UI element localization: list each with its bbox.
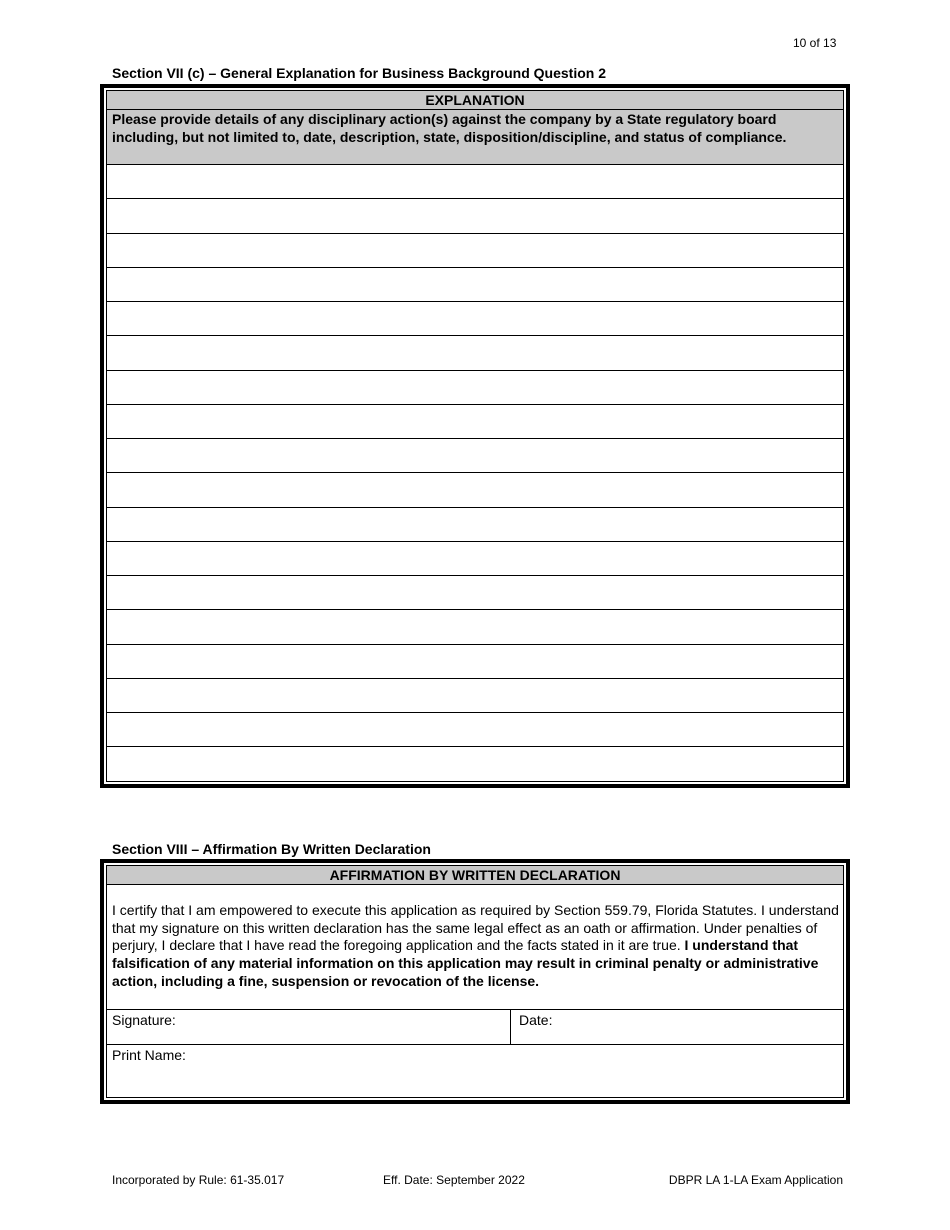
print-name-field[interactable] [107,1045,843,1080]
explanation-line[interactable] [107,610,843,644]
date-label: Date: [519,1011,553,1028]
signature-field[interactable] [107,1010,511,1044]
explanation-instructions: Please provide details of any disciplinary action(s) against the company by a State regulatory board including, but not limited to, date, description, state, disposition/discipline, and status of compliance. [107,110,843,165]
explanation-line[interactable] [107,679,843,713]
section-viii-title: Section VIII – Affirmation By Written Declaration [112,841,431,857]
explanation-line[interactable] [107,576,843,610]
explanation-line[interactable] [107,234,843,268]
explanation-box [100,84,850,788]
footer-eff-date: Eff. Date: September 2022 [383,1173,525,1187]
explanation-line[interactable] [107,713,843,747]
explanation-line[interactable] [107,473,843,507]
signature-label: Signature: [112,1011,176,1028]
explanation-line[interactable] [107,747,843,781]
footer-form-name: DBPR LA 1-LA Exam Application [668,1173,843,1187]
affirmation-statement [107,885,843,1010]
affirmation-statement-text: I certify that I am empowered to execute this application as required by Section 559.79, Florida Statutes. I understand that my signature on this written declaration has the same legal effect as an oath or affirmation. Under penalties of perjury, I declare that I have read the foregoing application and the facts stated in it are true. [112,902,839,954]
date-field[interactable] [511,1010,843,1044]
page-number: 10 of 13 [793,36,837,50]
print-name-label: Print Name: [112,1046,186,1063]
footer-rule: Incorporated by Rule: 61-35.017 [112,1173,285,1187]
print-name-row [107,1045,843,1080]
affirmation-statement-warning: I understand that falsification of any material information on this application may result in criminal penalty or administrative action, including a fine, suspension or revocation of the license. [112,937,819,989]
explanation-lines [107,165,843,782]
explanation-line[interactable] [107,165,843,199]
affirmation-header: AFFIRMATION BY WRITTEN DECLARATION [107,866,843,885]
explanation-line[interactable] [107,439,843,473]
explanation-header: EXPLANATION [107,91,843,110]
explanation-line[interactable] [107,199,843,233]
explanation-line[interactable] [107,508,843,542]
explanation-line[interactable] [107,371,843,405]
explanation-line[interactable] [107,405,843,439]
affirmation-box [100,859,850,1104]
explanation-line[interactable] [107,336,843,370]
explanation-line[interactable] [107,542,843,576]
signature-date-row [107,1010,843,1045]
explanation-line[interactable] [107,645,843,679]
section-vii-title: Section VII (c) – General Explanation for Business Background Question 2 [112,65,606,81]
explanation-line[interactable] [107,302,843,336]
explanation-line[interactable] [107,268,843,302]
